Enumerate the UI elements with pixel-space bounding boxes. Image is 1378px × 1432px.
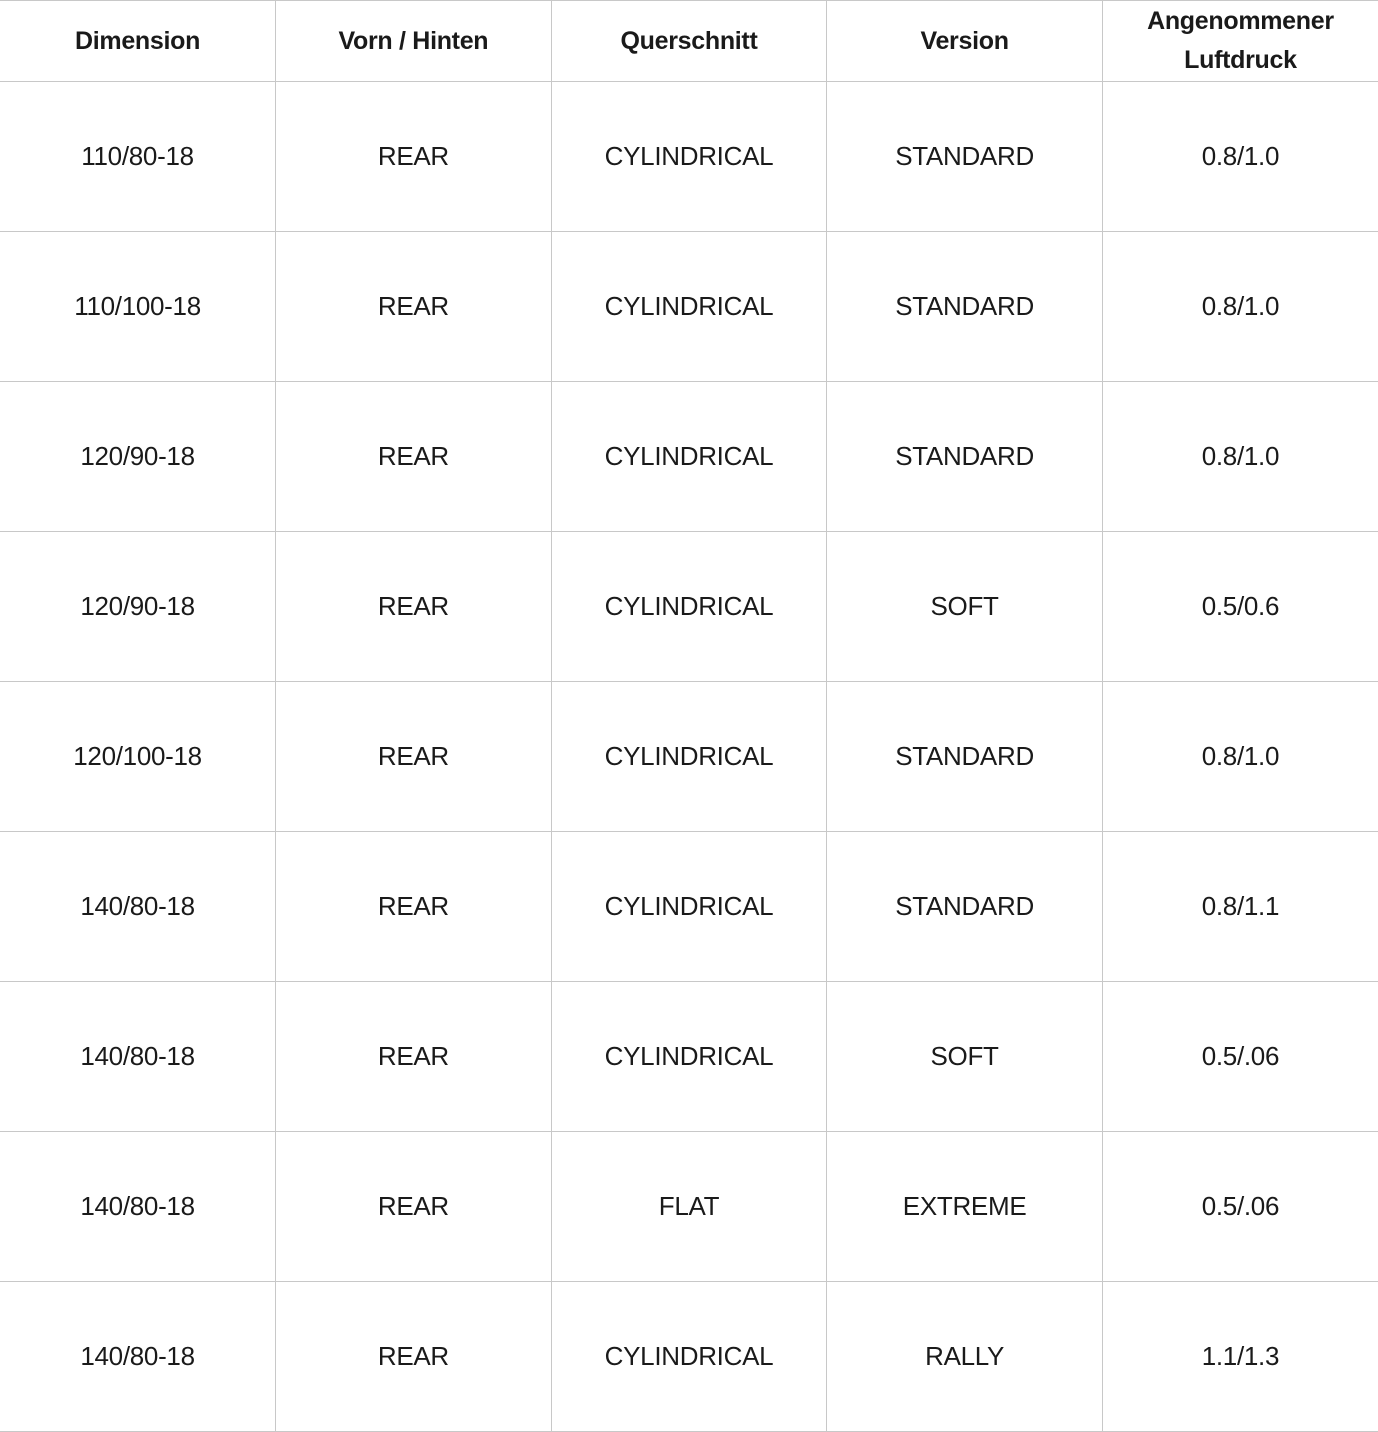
cell-querschnitt: FLAT [551, 1132, 827, 1282]
cell-version: SOFT [827, 532, 1103, 682]
cell-version: RALLY [827, 1282, 1103, 1432]
header-row [0, 1, 1378, 82]
cell-querschnitt: CYLINDRICAL [551, 1282, 827, 1432]
cell-luftdruck: 0.8/1.0 [1102, 232, 1378, 382]
cell-dimension: 140/80-18 [0, 1132, 276, 1282]
header-querschnitt: Querschnitt [551, 1, 827, 82]
table-row [0, 1282, 1378, 1432]
table-row [0, 82, 1378, 232]
cell-querschnitt: CYLINDRICAL [551, 532, 827, 682]
table-body [0, 82, 1378, 1432]
header-dimension: Dimension [0, 1, 276, 82]
cell-dimension: 110/80-18 [0, 82, 276, 232]
table-header [0, 1, 1378, 82]
cell-dimension: 140/80-18 [0, 832, 276, 982]
table-row [0, 382, 1378, 532]
cell-vorn-hinten: REAR [276, 682, 552, 832]
cell-version: STANDARD [827, 232, 1103, 382]
cell-luftdruck: 1.1/1.3 [1102, 1282, 1378, 1432]
cell-luftdruck: 0.5/0.6 [1102, 532, 1378, 682]
header-luftdruck: Angenommener Luftdruck [1102, 1, 1378, 82]
cell-vorn-hinten: REAR [276, 532, 552, 682]
cell-vorn-hinten: REAR [276, 1282, 552, 1432]
cell-dimension: 120/90-18 [0, 382, 276, 532]
cell-version: EXTREME [827, 1132, 1103, 1282]
cell-vorn-hinten: REAR [276, 1132, 552, 1282]
cell-querschnitt: CYLINDRICAL [551, 82, 827, 232]
cell-dimension: 120/100-18 [0, 682, 276, 832]
cell-luftdruck: 0.5/.06 [1102, 1132, 1378, 1282]
table-row [0, 1132, 1378, 1282]
table-row [0, 232, 1378, 382]
table-row [0, 832, 1378, 982]
cell-vorn-hinten: REAR [276, 982, 552, 1132]
cell-vorn-hinten: REAR [276, 82, 552, 232]
cell-querschnitt: CYLINDRICAL [551, 232, 827, 382]
cell-dimension: 120/90-18 [0, 532, 276, 682]
header-vorn-hinten: Vorn / Hinten [276, 1, 552, 82]
cell-querschnitt: CYLINDRICAL [551, 682, 827, 832]
cell-luftdruck: 0.8/1.0 [1102, 382, 1378, 532]
table-row [0, 532, 1378, 682]
cell-dimension: 110/100-18 [0, 232, 276, 382]
cell-vorn-hinten: REAR [276, 832, 552, 982]
cell-dimension: 140/80-18 [0, 1282, 276, 1432]
header-version: Version [827, 1, 1103, 82]
cell-querschnitt: CYLINDRICAL [551, 832, 827, 982]
cell-dimension: 140/80-18 [0, 982, 276, 1132]
cell-vorn-hinten: REAR [276, 382, 552, 532]
cell-version: STANDARD [827, 832, 1103, 982]
table-row [0, 982, 1378, 1132]
cell-version: SOFT [827, 982, 1103, 1132]
cell-luftdruck: 0.8/1.1 [1102, 832, 1378, 982]
cell-luftdruck: 0.8/1.0 [1102, 82, 1378, 232]
cell-version: STANDARD [827, 82, 1103, 232]
cell-version: STANDARD [827, 682, 1103, 832]
cell-querschnitt: CYLINDRICAL [551, 982, 827, 1132]
cell-querschnitt: CYLINDRICAL [551, 382, 827, 532]
table-row [0, 682, 1378, 832]
cell-vorn-hinten: REAR [276, 232, 552, 382]
cell-version: STANDARD [827, 382, 1103, 532]
cell-luftdruck: 0.8/1.0 [1102, 682, 1378, 832]
cell-luftdruck: 0.5/.06 [1102, 982, 1378, 1132]
